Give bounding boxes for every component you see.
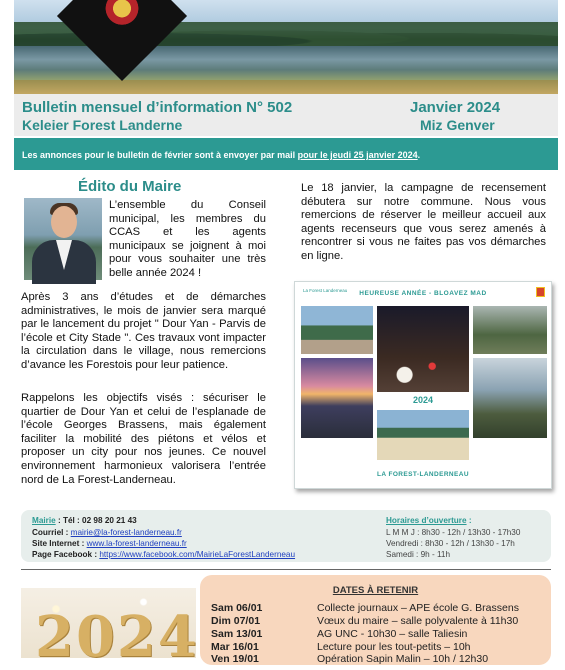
edito-title: Édito du Maire	[78, 178, 182, 195]
bulletin-title: Bulletin mensuel d’information N° 502	[22, 99, 293, 116]
poster-photo	[473, 358, 547, 438]
facebook-link[interactable]: https://www.facebook.com/MairieLaForestLanderneau	[99, 550, 296, 559]
dates-title: DATES À RETENIR	[332, 585, 419, 596]
edito-intro: L’ensemble du Conseil municipal, les membres du CCAS et les agents municipaux se joignent à moi pour vous souhaiter une très belle année 2024 !	[109, 199, 266, 279]
poster-logo: La Forest Landerneau	[303, 288, 348, 293]
date-item: Ven 19/01 Opération Sapin Malin – 10h / 12h30	[211, 653, 489, 665]
date-item: Sam 06/01 Collecte journaux – APE école G. Brassens	[211, 602, 519, 614]
poster-year: 2024	[412, 395, 434, 405]
date-item: Mar 16/01 Lecture pour les tout-petits – 10h	[211, 641, 471, 653]
website-link[interactable]: www.la-forest-landerneau.fr	[86, 539, 187, 548]
edito-paragraph: Rappelons les objectifs visés : sécuriser le quartier de Dour Yan et celui de l’esplanade de l’école Georges Brassens, mais également faciliter la mobilité des piétons et vélos et proposer un city pour nos jeunes. Ce nouvel environnement harmonieux valorisera l’entrée nord de La Forest-Landerneau.	[21, 392, 266, 486]
mayor-photo	[24, 198, 102, 280]
poster-title: HEUREUSE ANNÉE - BLOAVEZ MAD	[359, 290, 487, 297]
email-link[interactable]: mairie@la-forest-landerneau.fr	[70, 528, 182, 537]
divider	[21, 569, 551, 570]
phone-number: : Tél : 02 98 20 21 43	[55, 516, 137, 525]
poster-photo	[301, 358, 373, 438]
image-2024-text: 2024	[35, 604, 199, 670]
edito-paragraph: Après 3 ans d’études et de démarches administratives, le mois de janvier sera marqué par le lancement du projet " Dour Yan - Parvis de l’école et City Stade ". Ces travaux vont impacter la circulation dans le village, nous remercions d’avance les Forestois pour leur patience.	[21, 291, 266, 371]
title-band	[14, 94, 558, 136]
poster-photo	[473, 306, 547, 354]
hours-week: L M M J : 8h30 - 12h / 13h30 - 17h30	[386, 528, 521, 537]
hours-saturday: Samedi : 9h - 11h	[386, 550, 451, 559]
breton-flag-icon	[536, 287, 545, 297]
new-year-poster	[294, 281, 552, 489]
date-item: Sam 13/01 AG UNC - 10h30 – salle Taliesin	[211, 628, 468, 640]
banner-photo	[14, 0, 558, 94]
dates-box	[200, 575, 551, 665]
census-paragraph: Le 18 janvier, la campagne de recensement débutera sur notre commune. Nous vous remercions de réserver le meilleur accueil aux agents recenseurs que vous serez amenés à rencontrer si vous ne faites pas vos démarches en ligne.	[301, 182, 546, 262]
hours-friday: Vendredi : 8h30 - 12h / 13h30 - 17h	[386, 539, 515, 548]
poster-photo	[301, 306, 373, 354]
poster-photo	[377, 306, 469, 392]
poster-photo	[377, 410, 469, 460]
poster-footer: LA FOREST-LANDERNEAU	[377, 471, 469, 478]
hours-title: Horaires d’ouverture	[386, 516, 467, 525]
contact-box: Mairie : Tél : 02 98 20 21 43 Courriel : mairie@la-forest-landerneau.fr Site Internet : www.la-forest-landerneau.fr Page Facebook : https://www.facebook.com/MairieLaForestLanderneau Horaires d’ouverture : L M M J : 8h30 - 12h / 13h30 - 17h30 Vendredi : 8h30 - 12h / 13h30 - 17h Samedi : 9h - 11h	[21, 510, 551, 562]
mairie-label: Mairie	[32, 516, 56, 525]
issue-date: Janvier 2024	[410, 99, 501, 116]
submission-notice: Les annonces pour le bulletin de février sont à envoyer par mail pour le jeudi 25 janvier 2024.	[14, 138, 558, 170]
bulletin-title-breton: Keleier Forest Landerne	[22, 117, 183, 133]
notice-deadline: pour le jeudi 25 janvier 2024	[297, 150, 418, 160]
date-item: Dim 07/01 Vœux du maire – salle polyvalente à 11h30	[211, 615, 519, 627]
new-year-2024-image	[21, 588, 199, 670]
issue-date-breton: Miz Genver	[420, 117, 495, 133]
